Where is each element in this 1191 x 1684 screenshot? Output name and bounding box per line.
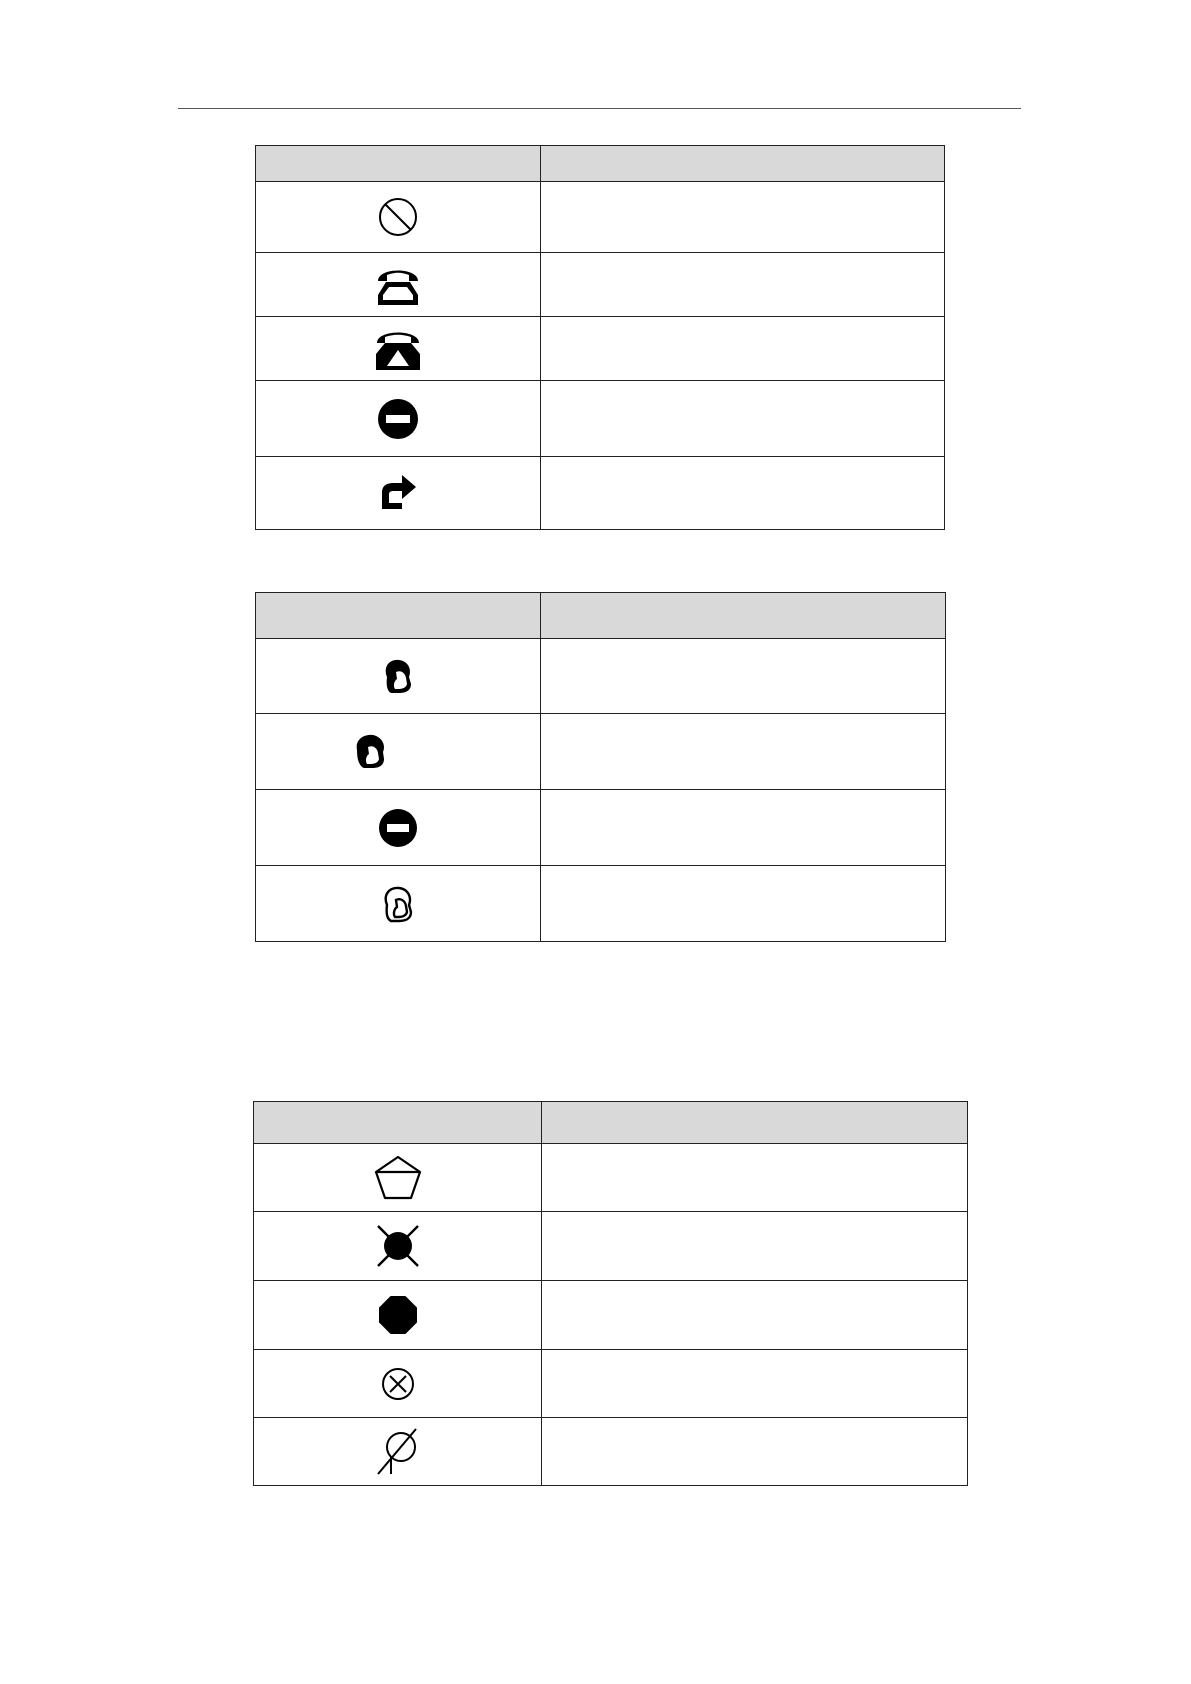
icon-table-3: [253, 1101, 968, 1486]
icon-cell: [254, 1144, 542, 1212]
icon-cell: [254, 1418, 542, 1486]
page-header-rule: [178, 108, 1021, 109]
table-row: [256, 866, 946, 942]
icon-cell: [256, 790, 541, 866]
table-row: [254, 1212, 968, 1281]
crossed-filled-circle-icon: [375, 1223, 421, 1269]
table-row: [254, 1144, 968, 1212]
do-not-disturb-icon: [377, 807, 419, 849]
do-not-disturb-icon: [376, 397, 420, 441]
icon-cell: [256, 381, 541, 457]
header-cell-icon: [256, 593, 541, 639]
description-cell: [541, 381, 945, 457]
icon-cell: [256, 317, 541, 381]
prohibited-circle-icon: [378, 197, 418, 237]
contact-head-icon: [381, 657, 415, 695]
description-cell: [541, 790, 946, 866]
table-row: [254, 1418, 968, 1486]
table-row: [256, 639, 946, 714]
table-row: [256, 381, 945, 457]
description-cell: [541, 639, 946, 714]
filled-circle-icon: [378, 1295, 418, 1335]
description-cell: [541, 182, 945, 253]
icon-cell: [256, 457, 541, 530]
header-cell-description: [541, 146, 945, 182]
icon-cell: [256, 253, 541, 317]
description-cell: [541, 317, 945, 381]
icon-cell: [254, 1281, 542, 1350]
table-row: [256, 714, 946, 790]
description-cell: [541, 714, 946, 790]
header-cell-icon: [254, 1102, 542, 1144]
icon-cell: [254, 1212, 542, 1281]
description-cell: [542, 1281, 968, 1350]
description-cell: [542, 1350, 968, 1418]
description-cell: [541, 253, 945, 317]
table-row: [256, 317, 945, 381]
header-cell-description: [542, 1102, 968, 1144]
contact-head-offset-icon: [354, 733, 388, 771]
contact-head-outline-icon: [381, 885, 415, 923]
header-cell-description: [541, 593, 946, 639]
description-cell: [541, 457, 945, 530]
call-forward-arrow-icon: [376, 471, 420, 515]
header-cell-icon: [256, 146, 541, 182]
phone-offhook-icon: [373, 262, 423, 308]
icon-table-2: [255, 592, 946, 942]
phone-ringing-icon: [373, 326, 423, 372]
icon-table-1: [255, 145, 945, 530]
table-row: [256, 457, 945, 530]
table-header-row: [256, 146, 945, 182]
table-row: [254, 1350, 968, 1418]
icon-cell: [256, 866, 541, 942]
icon-cell: [256, 714, 541, 790]
circle-x-icon: [380, 1366, 416, 1402]
description-cell: [542, 1212, 968, 1281]
description-cell: [542, 1418, 968, 1486]
table-header-row: [256, 593, 946, 639]
description-cell: [541, 866, 946, 942]
table-row: [256, 182, 945, 253]
table-row: [256, 790, 946, 866]
table-header-row: [254, 1102, 968, 1144]
pentagon-open-icon: [373, 1155, 423, 1201]
icon-cell: [254, 1350, 542, 1418]
icon-cell: [256, 182, 541, 253]
description-cell: [542, 1144, 968, 1212]
icon-cell: [256, 639, 541, 714]
table-row: [254, 1281, 968, 1350]
circle-slash-icon: [375, 1427, 421, 1477]
table-row: [256, 253, 945, 317]
